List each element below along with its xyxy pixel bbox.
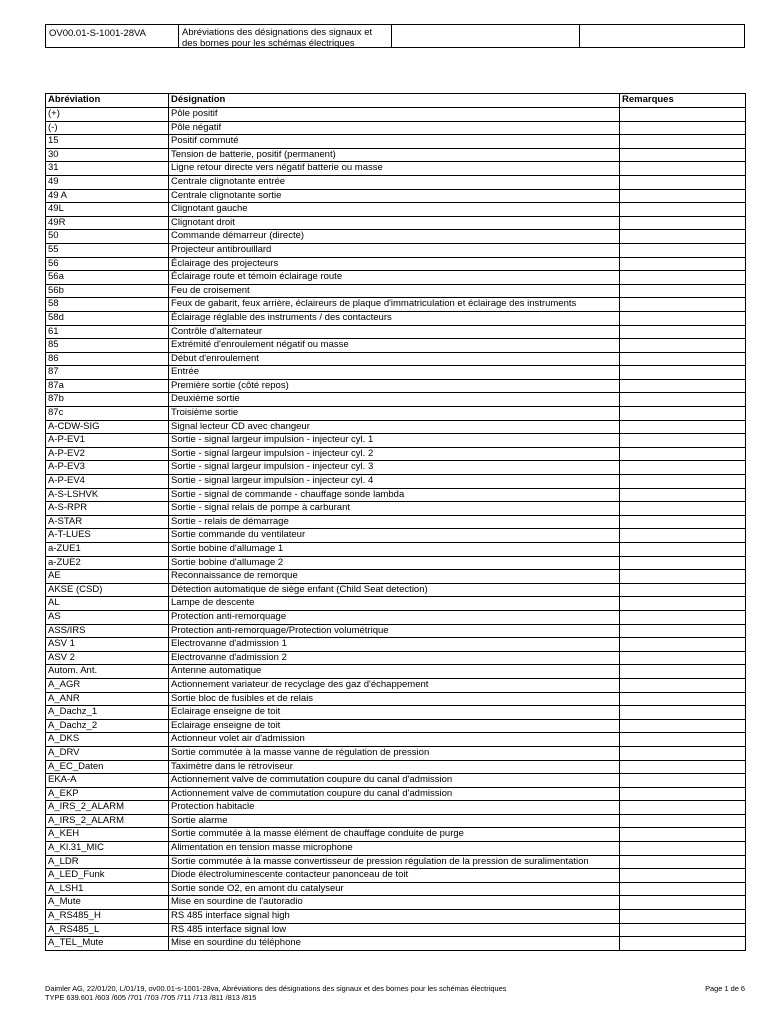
- cell-abbreviation: A_EKP: [46, 787, 169, 801]
- cell-remarks: [620, 570, 746, 584]
- cell-designation: Sortie - relais de démarrage: [169, 515, 620, 529]
- cell-abbreviation: A-P-EV3: [46, 461, 169, 475]
- cell-designation: Sortie - signal de commande - chauffage sonde lambda: [169, 488, 620, 502]
- cell-designation: Actionnement valve de commutation coupure du canal d'admission: [169, 787, 620, 801]
- cell-abbreviation: A_DKS: [46, 733, 169, 747]
- cell-remarks: [620, 339, 746, 353]
- table-row: [46, 828, 746, 842]
- table-row: [46, 475, 746, 489]
- cell-designation: Éclairage des projecteurs: [169, 257, 620, 271]
- cell-remarks: [620, 311, 746, 325]
- cell-remarks: [620, 814, 746, 828]
- table-row: [46, 719, 746, 733]
- cell-remarks: [620, 787, 746, 801]
- cell-designation: Début d'enroulement: [169, 352, 620, 366]
- cell-designation: Éclairage réglable des instruments / des contacteurs: [169, 311, 620, 325]
- cell-designation: Taximètre dans le rétroviseur: [169, 760, 620, 774]
- cell-remarks: [620, 148, 746, 162]
- table-row: [46, 638, 746, 652]
- cell-abbreviation: A_AGR: [46, 678, 169, 692]
- cell-designation: Electrovanne d'admission 2: [169, 651, 620, 665]
- cell-designation: Deuxième sortie: [169, 393, 620, 407]
- cell-remarks: [620, 434, 746, 448]
- cell-designation: Protection anti-remorquage: [169, 610, 620, 624]
- cell-abbreviation: 49: [46, 175, 169, 189]
- column-header-abbreviation: Abréviation: [46, 94, 169, 108]
- cell-abbreviation: (+): [46, 108, 169, 122]
- cell-designation: Troisième sortie: [169, 407, 620, 421]
- table-row: [46, 434, 746, 448]
- cell-remarks: [620, 379, 746, 393]
- cell-designation: Centrale clignotante sortie: [169, 189, 620, 203]
- cell-abbreviation: 56a: [46, 271, 169, 285]
- cell-abbreviation: A_LSH1: [46, 882, 169, 896]
- cell-remarks: [620, 175, 746, 189]
- column-header-designation: Désignation: [169, 94, 620, 108]
- table-row: [46, 801, 746, 815]
- cell-abbreviation: a-ZUE2: [46, 556, 169, 570]
- cell-designation: Positif commuté: [169, 135, 620, 149]
- cell-designation: RS 485 interface signal low: [169, 923, 620, 937]
- table-row: [46, 339, 746, 353]
- cell-designation: Sortie - signal largeur impulsion - injecteur cyl. 1: [169, 434, 620, 448]
- cell-abbreviation: A-S-LSHVK: [46, 488, 169, 502]
- cell-designation: Pôle négatif: [169, 121, 620, 135]
- cell-abbreviation: A-P-EV2: [46, 447, 169, 461]
- cell-remarks: [620, 828, 746, 842]
- cell-remarks: [620, 624, 746, 638]
- column-header-remarks: Remarques: [620, 94, 746, 108]
- cell-remarks: [620, 692, 746, 706]
- table-row: [46, 108, 746, 122]
- table-row: [46, 461, 746, 475]
- table-row: [46, 243, 746, 257]
- cell-designation: Extrémité d'enroulement négatif ou masse: [169, 339, 620, 353]
- table-row: [46, 624, 746, 638]
- cell-abbreviation: A_Mute: [46, 896, 169, 910]
- table-row: [46, 760, 746, 774]
- cell-designation: Diode électroluminescente contacteur panonceau de toit: [169, 869, 620, 883]
- cell-designation: Eclairage enseigne de toit: [169, 706, 620, 720]
- table-row: [46, 216, 746, 230]
- table-row: [46, 379, 746, 393]
- header-empty-cell: [580, 25, 744, 47]
- cell-designation: Éclairage route et témoin éclairage route: [169, 271, 620, 285]
- cell-remarks: [620, 475, 746, 489]
- table-row: [46, 271, 746, 285]
- table-row: [46, 774, 746, 788]
- table-row: [46, 842, 746, 856]
- cell-abbreviation: a-ZUE1: [46, 543, 169, 557]
- table-row: [46, 366, 746, 380]
- cell-designation: Mise en sourdine de l'autoradio: [169, 896, 620, 910]
- cell-remarks: [620, 543, 746, 557]
- table-row: [46, 651, 746, 665]
- table-row: [46, 855, 746, 869]
- table-row: [46, 570, 746, 584]
- cell-designation: Projecteur antibrouillard: [169, 243, 620, 257]
- cell-remarks: [620, 461, 746, 475]
- cell-designation: Contrôle d'alternateur: [169, 325, 620, 339]
- cell-designation: Sortie sonde O2, en amont du catalyseur: [169, 882, 620, 896]
- cell-remarks: [620, 284, 746, 298]
- cell-designation: Actionnement variateur de recyclage des gaz d'échappement: [169, 678, 620, 692]
- table-row: [46, 733, 746, 747]
- cell-remarks: [620, 216, 746, 230]
- cell-abbreviation: A_LED_Funk: [46, 869, 169, 883]
- cell-remarks: [620, 230, 746, 244]
- cell-designation: Sortie - signal relais de pompe à carburant: [169, 502, 620, 516]
- table-header-row: [46, 94, 746, 108]
- cell-remarks: [620, 325, 746, 339]
- cell-remarks: [620, 257, 746, 271]
- cell-remarks: [620, 842, 746, 856]
- cell-abbreviation: AS: [46, 610, 169, 624]
- cell-designation: Sortie - signal largeur impulsion - injecteur cyl. 4: [169, 475, 620, 489]
- cell-abbreviation: 87a: [46, 379, 169, 393]
- cell-designation: Actionneur volet air d'admission: [169, 733, 620, 747]
- table-row: [46, 610, 746, 624]
- cell-remarks: [620, 583, 746, 597]
- cell-remarks: [620, 746, 746, 760]
- cell-designation: Clignotant gauche: [169, 203, 620, 217]
- cell-abbreviation: A-STAR: [46, 515, 169, 529]
- table-row: [46, 882, 746, 896]
- table-row: [46, 148, 746, 162]
- cell-designation: Sortie bobine d'allumage 2: [169, 556, 620, 570]
- doc-code: OV00.01-S-1001-28VA: [46, 25, 179, 47]
- table-row: [46, 257, 746, 271]
- cell-remarks: [620, 910, 746, 924]
- table-row: [46, 175, 746, 189]
- cell-remarks: [620, 366, 746, 380]
- cell-abbreviation: ASV 2: [46, 651, 169, 665]
- cell-abbreviation: 15: [46, 135, 169, 149]
- cell-abbreviation: 58: [46, 298, 169, 312]
- cell-abbreviation: A-P-EV4: [46, 475, 169, 489]
- table-row: [46, 665, 746, 679]
- cell-designation: Antenne automatique: [169, 665, 620, 679]
- cell-designation: Actionnement valve de commutation coupure du canal d'admission: [169, 774, 620, 788]
- cell-abbreviation: A-P-EV1: [46, 434, 169, 448]
- cell-abbreviation: A_Dachz_2: [46, 719, 169, 733]
- cell-designation: Eclairage enseigne de toit: [169, 719, 620, 733]
- table-row: [46, 284, 746, 298]
- cell-abbreviation: AL: [46, 597, 169, 611]
- cell-remarks: [620, 760, 746, 774]
- table-row: [46, 923, 746, 937]
- cell-remarks: [620, 937, 746, 951]
- cell-remarks: [620, 719, 746, 733]
- cell-abbreviation: 50: [46, 230, 169, 244]
- cell-remarks: [620, 189, 746, 203]
- cell-designation: Sortie alarme: [169, 814, 620, 828]
- cell-designation: Feux de gabarit, feux arrière, éclaireurs de plaque d'immatriculation et éclairage des instruments: [169, 298, 620, 312]
- cell-designation: Sortie commutée à la masse convertisseur de pression régulation de la pression de suralimentation: [169, 855, 620, 869]
- cell-remarks: [620, 665, 746, 679]
- cell-designation: Entrée: [169, 366, 620, 380]
- table-row: [46, 230, 746, 244]
- table-row: [46, 135, 746, 149]
- table-row: [46, 420, 746, 434]
- cell-designation: Alimentation en tension masse microphone: [169, 842, 620, 856]
- cell-remarks: [620, 135, 746, 149]
- cell-remarks: [620, 638, 746, 652]
- table-row: [46, 692, 746, 706]
- table-row: [46, 162, 746, 176]
- cell-abbreviation: A_RS485_H: [46, 910, 169, 924]
- cell-designation: Première sortie (côté repos): [169, 379, 620, 393]
- cell-remarks: [620, 352, 746, 366]
- cell-abbreviation: ASS/IRS: [46, 624, 169, 638]
- cell-abbreviation: 56b: [46, 284, 169, 298]
- cell-remarks: [620, 651, 746, 665]
- table-row: [46, 910, 746, 924]
- cell-abbreviation: 49R: [46, 216, 169, 230]
- cell-designation: Sortie - signal largeur impulsion - injecteur cyl. 2: [169, 447, 620, 461]
- cell-abbreviation: A_KEH: [46, 828, 169, 842]
- table-row: [46, 597, 746, 611]
- table-row: [46, 896, 746, 910]
- table-row: [46, 814, 746, 828]
- document-header: [45, 24, 745, 48]
- cell-designation: Ligne retour directe vers négatif batterie ou masse: [169, 162, 620, 176]
- cell-abbreviation: EKA-A: [46, 774, 169, 788]
- cell-designation: Protection habitacle: [169, 801, 620, 815]
- cell-abbreviation: 61: [46, 325, 169, 339]
- doc-title: Abréviations des désignations des signaux et des bornes pour les schémas électriques: [179, 25, 392, 47]
- cell-designation: Détection automatique de siège enfant (Child Seat detection): [169, 583, 620, 597]
- cell-abbreviation: 56: [46, 257, 169, 271]
- table-row: [46, 515, 746, 529]
- cell-abbreviation: A_TEL_Mute: [46, 937, 169, 951]
- cell-abbreviation: 49 A: [46, 189, 169, 203]
- cell-remarks: [620, 556, 746, 570]
- cell-remarks: [620, 447, 746, 461]
- table-row: [46, 543, 746, 557]
- cell-remarks: [620, 121, 746, 135]
- cell-abbreviation: 87c: [46, 407, 169, 421]
- cell-remarks: [620, 162, 746, 176]
- table-row: [46, 311, 746, 325]
- cell-abbreviation: AE: [46, 570, 169, 584]
- cell-remarks: [620, 298, 746, 312]
- cell-designation: Centrale clignotante entrée: [169, 175, 620, 189]
- cell-remarks: [620, 869, 746, 883]
- cell-remarks: [620, 882, 746, 896]
- cell-designation: Tension de batterie, positif (permanent): [169, 148, 620, 162]
- cell-abbreviation: 86: [46, 352, 169, 366]
- table-row: [46, 678, 746, 692]
- cell-remarks: [620, 597, 746, 611]
- cell-designation: Signal lecteur CD avec changeur: [169, 420, 620, 434]
- page-number: Page 1 de 6: [705, 984, 745, 993]
- cell-designation: Pôle positif: [169, 108, 620, 122]
- table-row: [46, 352, 746, 366]
- cell-abbreviation: 87: [46, 366, 169, 380]
- cell-designation: Sortie - signal largeur impulsion - injecteur cyl. 3: [169, 461, 620, 475]
- table-row: [46, 393, 746, 407]
- cell-remarks: [620, 393, 746, 407]
- cell-abbreviation: A-CDW-SIG: [46, 420, 169, 434]
- header-empty-cell: [392, 25, 580, 47]
- footer-text: [45, 984, 645, 1002]
- cell-designation: Sortie commutée à la masse vanne de régulation de pression: [169, 746, 620, 760]
- cell-abbreviation: A-S-RPR: [46, 502, 169, 516]
- cell-remarks: [620, 407, 746, 421]
- cell-abbreviation: 49L: [46, 203, 169, 217]
- table-row: [46, 787, 746, 801]
- cell-abbreviation: A_DRV: [46, 746, 169, 760]
- cell-remarks: [620, 774, 746, 788]
- cell-designation: Protection anti-remorquage/Protection volumétrique: [169, 624, 620, 638]
- table-row: [46, 556, 746, 570]
- cell-abbreviation: A_ANR: [46, 692, 169, 706]
- abbreviation-table: [45, 93, 746, 951]
- table-row: [46, 529, 746, 543]
- cell-remarks: [620, 515, 746, 529]
- cell-abbreviation: 31: [46, 162, 169, 176]
- cell-remarks: [620, 923, 746, 937]
- table-row: [46, 869, 746, 883]
- cell-remarks: [620, 203, 746, 217]
- cell-remarks: [620, 243, 746, 257]
- cell-abbreviation: ASV 1: [46, 638, 169, 652]
- cell-designation: Electrovanne d'admission 1: [169, 638, 620, 652]
- cell-remarks: [620, 706, 746, 720]
- cell-abbreviation: 85: [46, 339, 169, 353]
- table-row: [46, 407, 746, 421]
- cell-abbreviation: A-T-LUES: [46, 529, 169, 543]
- cell-remarks: [620, 801, 746, 815]
- cell-remarks: [620, 529, 746, 543]
- table-row: [46, 189, 746, 203]
- cell-remarks: [620, 855, 746, 869]
- cell-abbreviation: A_EC_Daten: [46, 760, 169, 774]
- table-row: [46, 325, 746, 339]
- cell-abbreviation: AKSE (CSD): [46, 583, 169, 597]
- footer-line-1: Daimler AG, 22/01/20, L/01/19, ov00.01-s-1001-28va, Abréviations des désignations des signaux et des bornes pour les schémas électriques: [45, 984, 507, 993]
- cell-remarks: [620, 678, 746, 692]
- table-row: [46, 746, 746, 760]
- table-row: [46, 937, 746, 951]
- cell-designation: Lampe de descente: [169, 597, 620, 611]
- cell-remarks: [620, 896, 746, 910]
- cell-remarks: [620, 271, 746, 285]
- table-row: [46, 502, 746, 516]
- cell-abbreviation: A_LDR: [46, 855, 169, 869]
- cell-abbreviation: A_Kl.31_MIC: [46, 842, 169, 856]
- cell-abbreviation: A_Dachz_1: [46, 706, 169, 720]
- cell-designation: Sortie bobine d'allumage 1: [169, 543, 620, 557]
- cell-designation: Sortie commande du ventilateur: [169, 529, 620, 543]
- cell-designation: Clignotant droit: [169, 216, 620, 230]
- table-row: [46, 706, 746, 720]
- cell-abbreviation: 30: [46, 148, 169, 162]
- cell-designation: Commande démarreur (directe): [169, 230, 620, 244]
- cell-designation: Feu de croisement: [169, 284, 620, 298]
- cell-abbreviation: 55: [46, 243, 169, 257]
- cell-designation: Mise en sourdine du téléphone: [169, 937, 620, 951]
- table-row: [46, 488, 746, 502]
- cell-abbreviation: (-): [46, 121, 169, 135]
- cell-designation: RS 485 interface signal high: [169, 910, 620, 924]
- cell-remarks: [620, 420, 746, 434]
- table-row: [46, 583, 746, 597]
- cell-designation: Sortie commutée à la masse élément de chauffage conduite de purge: [169, 828, 620, 842]
- cell-remarks: [620, 610, 746, 624]
- cell-remarks: [620, 108, 746, 122]
- cell-designation: Reconnaissance de remorque: [169, 570, 620, 584]
- cell-abbreviation: Autom. Ant.: [46, 665, 169, 679]
- cell-remarks: [620, 733, 746, 747]
- cell-remarks: [620, 502, 746, 516]
- cell-remarks: [620, 488, 746, 502]
- table-row: [46, 121, 746, 135]
- footer-line-2: TYPE 639.601 /603 /605 /701 /703 /705 /711 /713 /811 /813 /815: [45, 993, 257, 1002]
- cell-abbreviation: 87b: [46, 393, 169, 407]
- cell-abbreviation: A_RS485_L: [46, 923, 169, 937]
- table-row: [46, 298, 746, 312]
- cell-abbreviation: A_IRS_2_ALARM: [46, 814, 169, 828]
- table-row: [46, 447, 746, 461]
- cell-abbreviation: 58d: [46, 311, 169, 325]
- cell-designation: Sortie bloc de fusibles et de relais: [169, 692, 620, 706]
- cell-abbreviation: A_IRS_2_ALARM: [46, 801, 169, 815]
- table-row: [46, 203, 746, 217]
